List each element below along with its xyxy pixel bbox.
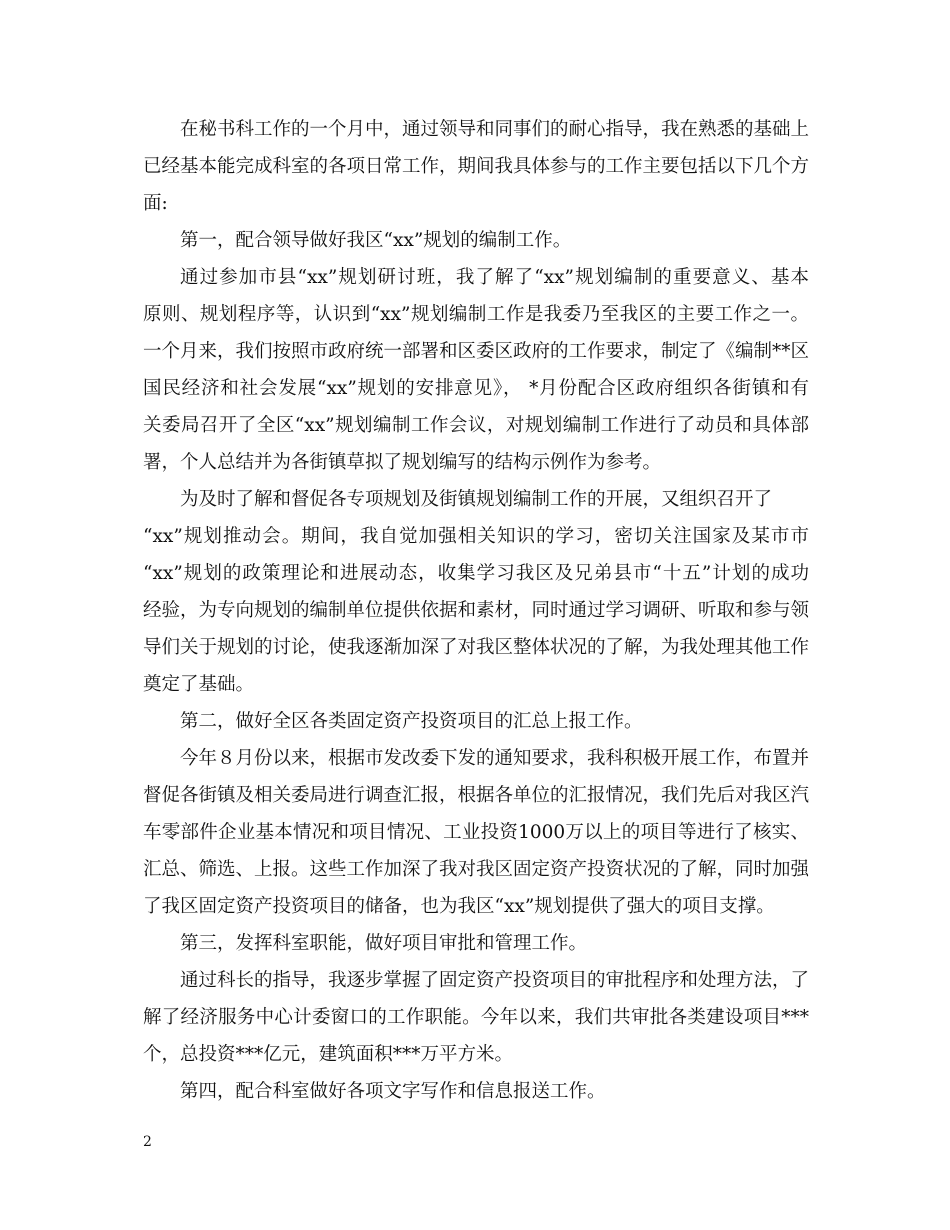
text-line: 在秘书科工作的一个月中，通过领导和同事们的耐心指导，我在熟悉的基础上 — [180, 119, 810, 140]
section-heading: 第二，做好全区各类固定资产投资项目的汇总上报工作。 — [180, 711, 643, 732]
text-line: 督促各街镇及相关委局进行调查汇报，根据各单位的汇报情况，我们先后对我区汽 — [143, 785, 810, 806]
page-number: 2 — [143, 1134, 152, 1150]
text-line: “xx”规划推动会。期间，我自觉加强相关知识的学习，密切关注国家及某市市 — [143, 526, 809, 547]
text-line: “xx”规划的政策理论和进展动态，收集学习我区及兄弟县市“十五”计划的成功 — [143, 563, 809, 584]
text-line: 一个月来，我们按照市政府统一部署和区委区政府的工作要求，制定了《编制**区 — [143, 341, 810, 362]
text-line: 面: — [143, 193, 168, 214]
text-line: 关委局召开了全区“xx”规划编制工作会议，对规划编制工作进行了动员和具体部 — [143, 415, 809, 436]
text-line: 了我区固定资产投资项目的储备，也为我区“xx”规划提供了强大的项目支撑。 — [143, 896, 775, 917]
text-line: 署，个人总结并为各街镇草拟了规划编写的结构示例作为参考。 — [143, 452, 662, 473]
text-line: 已经基本能完成科室的各项日常工作，期间我具体参与的工作主要包括以下几个方 — [143, 156, 810, 177]
section-heading: 第三，发挥科室职能，做好项目审批和管理工作。 — [180, 933, 588, 954]
text-line: 为及时了解和督促各专项规划及街镇规划编制工作的开展，又组织召开了 — [180, 489, 773, 510]
text-line: 导们关于规划的讨论，使我逐渐加深了对我区整体状况的了解，为我处理其他工作 — [143, 637, 810, 658]
section-heading: 第一，配合领导做好我区“xx”规划的编制工作。 — [180, 230, 572, 251]
section-heading: 第四，配合科室做好各项文字写作和信息报送工作。 — [180, 1081, 606, 1102]
text-line: 个，总投资***亿元，建筑面积***万平方米。 — [143, 1044, 514, 1065]
text-line: 国民经济和社会发展“xx”规划的安排意见》， *月份配合区政府组织各街镇和有 — [143, 378, 809, 399]
text-line: 车零部件企业基本情况和项目情况、工业投资1000万以上的项目等进行了核实、 — [143, 822, 809, 843]
text-line: 解了经济服务中心计委窗口的工作职能。今年以来，我们共审批各类建设项目*** — [143, 1007, 809, 1028]
text-line: 今年８月份以来，根据市发改委下发的通知要求，我科积极开展工作，布置并 — [180, 748, 810, 769]
text-line: 通过参加市县“xx”规划研讨班，我了解了“xx”规划编制的重要意义、基本 — [180, 267, 809, 288]
text-line: 汇总、筛选、上报。这些工作加深了我对我区固定资产投资状况的了解，同时加强 — [143, 859, 810, 880]
text-line: 原则、规划程序等，认识到“xx”规划编制工作是我委乃至我区的主要工作之一。 — [143, 304, 809, 325]
text-line: 通过科长的指导，我逐步掌握了固定资产投资项目的审批程序和处理方法，了 — [180, 970, 810, 991]
text-line: 经验，为专向规划的编制单位提供依据和素材，同时通过学习调研、听取和参与领 — [143, 600, 810, 621]
text-line: 奠定了基础。 — [143, 674, 255, 695]
